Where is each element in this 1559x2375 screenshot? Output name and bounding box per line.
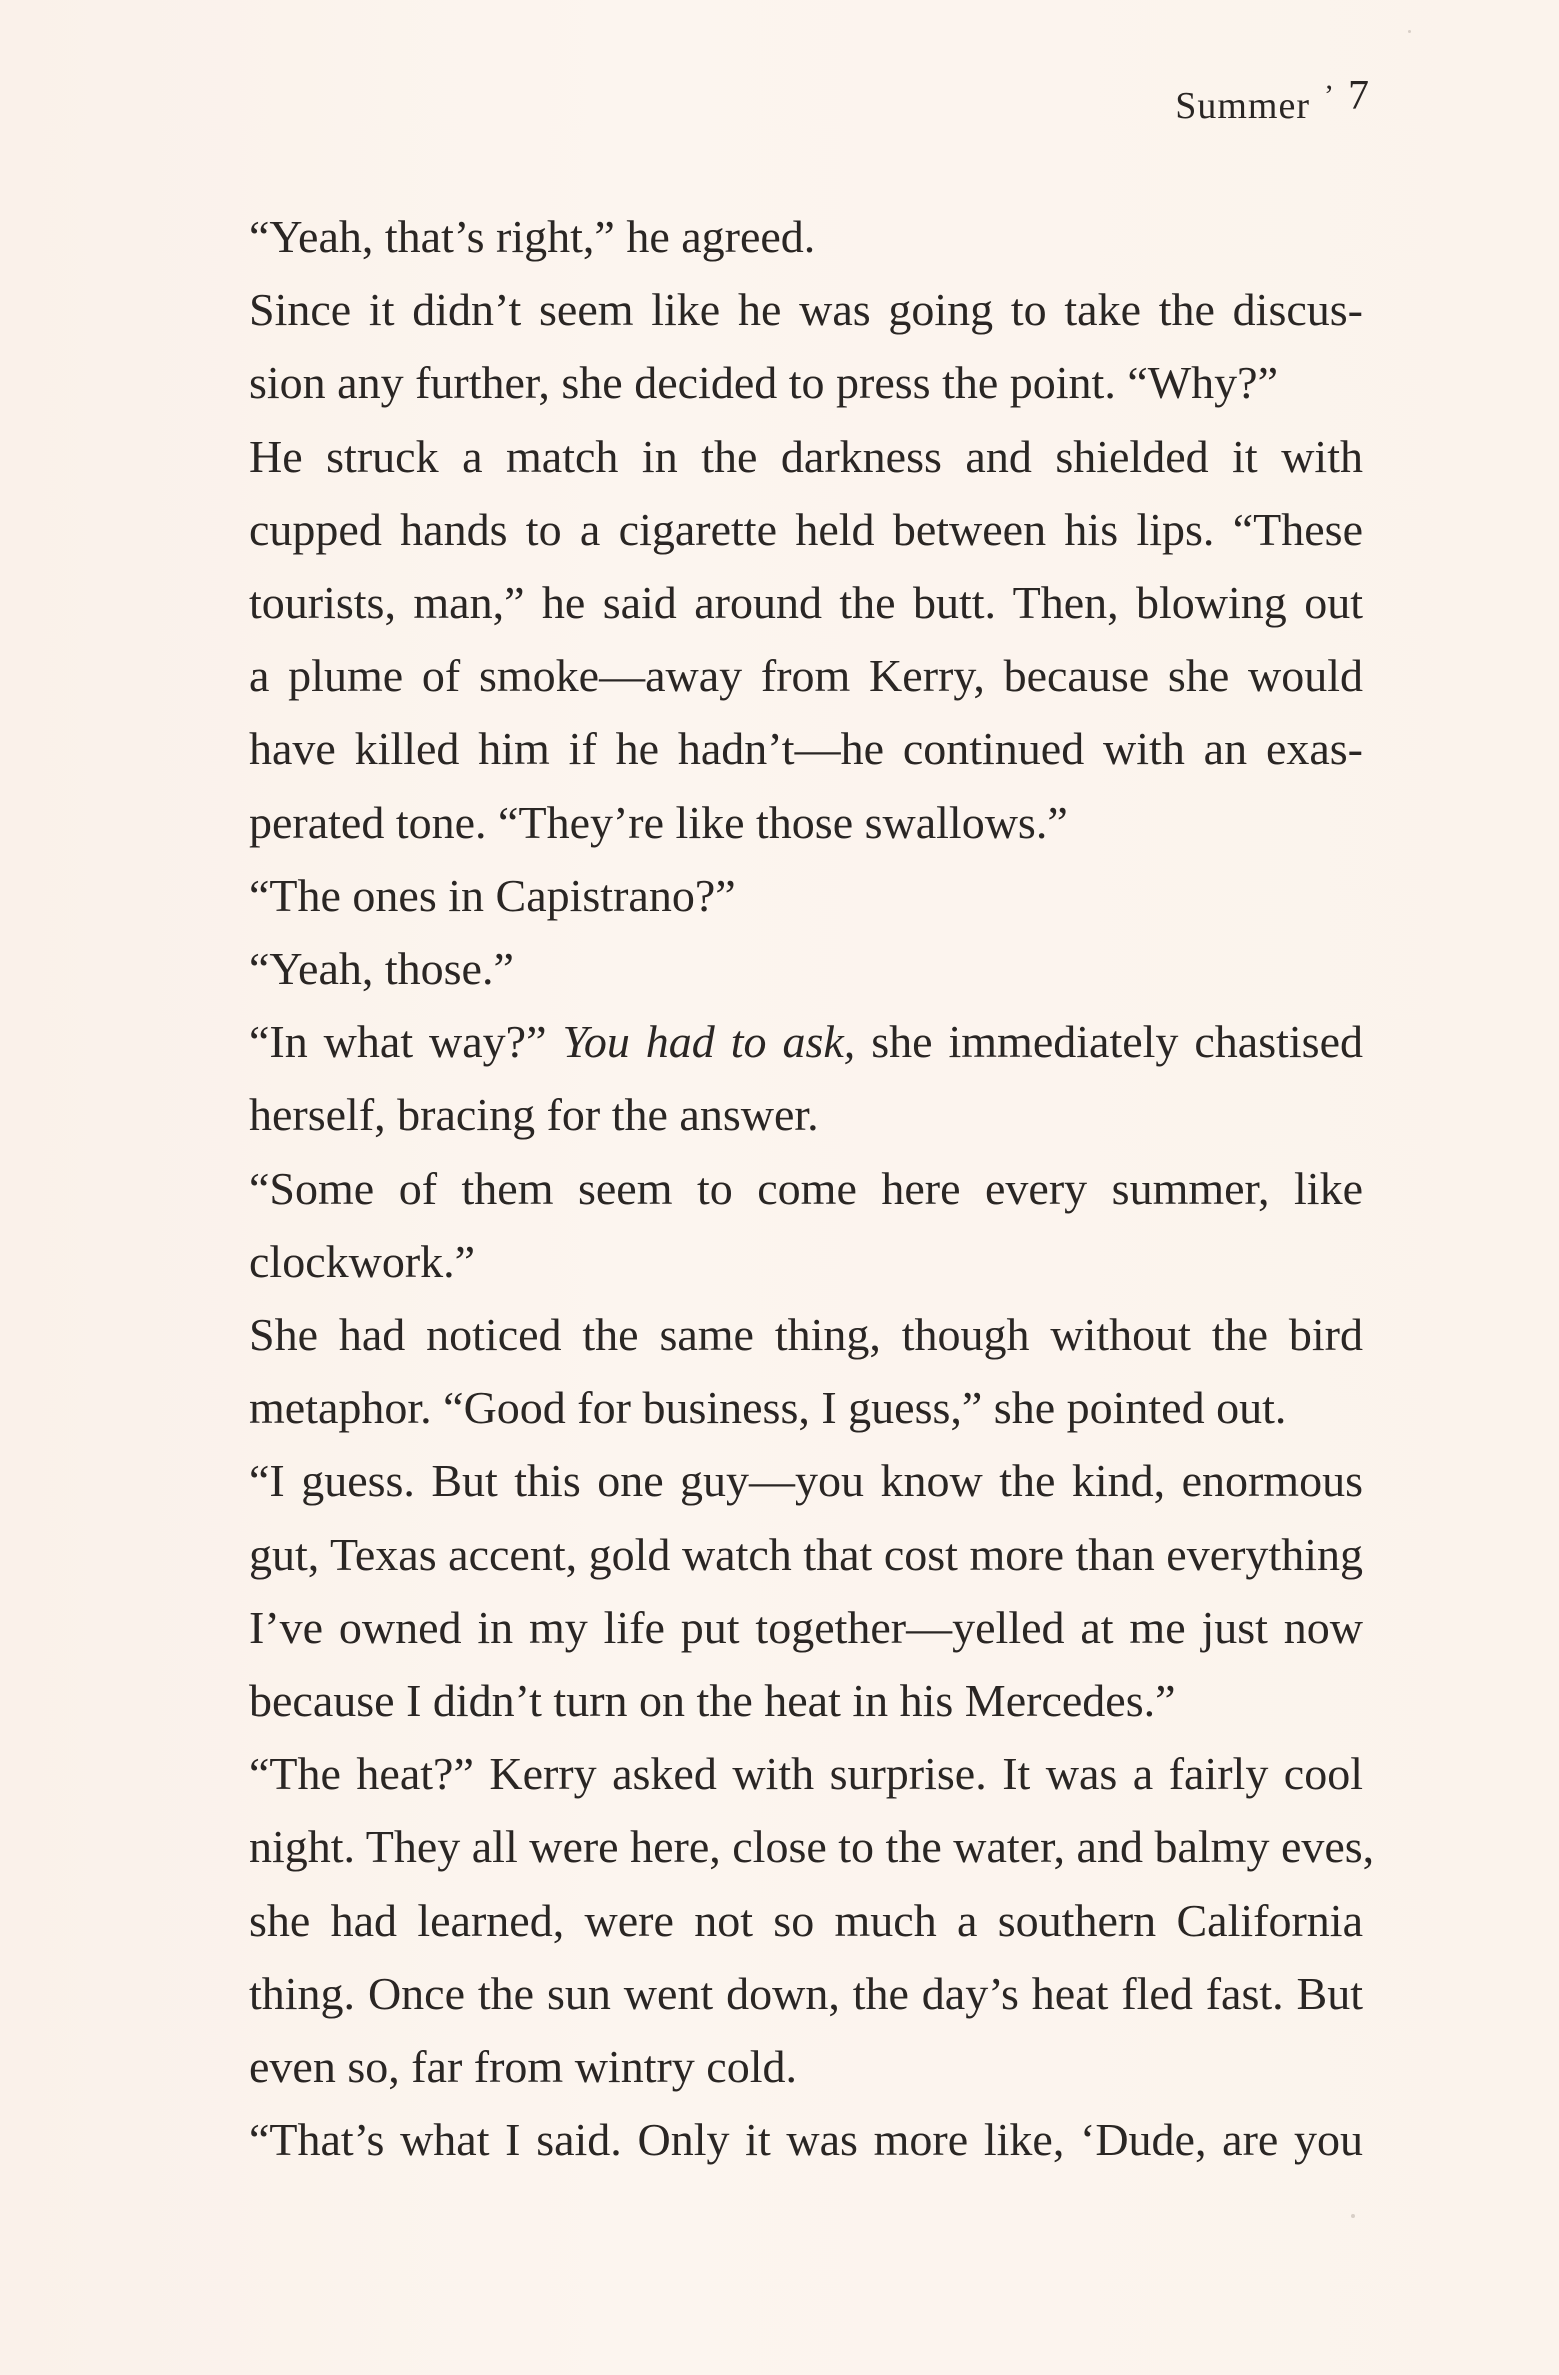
paragraph (175, 932, 1363, 1005)
paragraph (175, 200, 1363, 273)
text-line: sion any further, she decided to press the point. “Why?” (249, 357, 1279, 409)
text-line: “That’s what I said. Only it was more like, ‘Dude, are you (249, 2114, 1363, 2166)
text-line: “I guess. But this one guy—you know the kind, enormous (249, 1455, 1363, 1507)
paragraph (175, 1444, 1363, 1737)
text-line: Since it didn’t seem like he was going to take the discus- (249, 284, 1363, 336)
paragraph (175, 1298, 1363, 1444)
text-line: a plume of smoke—away from Kerry, because she would (249, 650, 1363, 702)
paper-speck (1351, 2214, 1355, 2218)
text-line: “Some of them seem to come here every summer, like (249, 1162, 1363, 1214)
text-line: thing. Once the sun went down, the day’s heat fled fast. But (249, 1967, 1363, 2019)
text-line: He struck a match in the darkness and shielded it with (249, 430, 1363, 482)
text-line: tourists, man,” he said around the butt. Then, blowing out (249, 577, 1363, 629)
text-line (175, 1005, 1363, 1078)
text-line: have killed him if he hadn’t—he continued with an exas- (249, 723, 1363, 775)
italic-text-run: You had to ask, (562, 1016, 856, 1068)
text-line: she had learned, were not so much a southern California (249, 1894, 1363, 1946)
text-line: perated tone. “They’re like those swallows.” (249, 796, 1068, 848)
text-line: clockwork.” (249, 1235, 476, 1287)
text-line: because I didn’t turn on the heat in his Mercedes.” (249, 1675, 1176, 1727)
paragraph (175, 1152, 1363, 1298)
paragraph (175, 1005, 1363, 1151)
text-line: gut, Texas accent, gold watch that cost more than everything (249, 1528, 1363, 1580)
paper-speck (1408, 30, 1411, 33)
paragraph (175, 1737, 1375, 2103)
text-line: even so, far from wintry cold. (249, 2041, 798, 2093)
page-number: 7 (1348, 73, 1369, 119)
text-line: herself, bracing for the answer. (249, 1089, 819, 1141)
text-run: “In what way?” (249, 1016, 563, 1068)
paragraph (175, 420, 1363, 859)
running-head-separator: ’ (1324, 79, 1334, 112)
text-line: cupped hands to a cigarette held between his lips. “These (249, 503, 1363, 555)
text-line: She had noticed the same thing, though without the bird (249, 1309, 1363, 1361)
text-line: “Yeah, those.” (249, 943, 514, 995)
text-line: “Yeah, that’s right,” he agreed. (249, 211, 816, 262)
text-line: I’ve owned in my life put together—yelled at me just now (249, 1601, 1363, 1653)
text-line: “The heat?” Kerry asked with surprise. It was a fairly cool (249, 1748, 1363, 1800)
paragraph (175, 859, 1363, 932)
paragraph (175, 273, 1363, 419)
paragraph (175, 2103, 1363, 2176)
text-line: night. They all were here, close to the water, and balmy eves, (249, 1821, 1375, 1873)
text-line: metaphor. “Good for business, I guess,” she pointed out. (249, 1382, 1287, 1434)
running-head (1175, 66, 1369, 146)
text-line: “The ones in Capistrano?” (249, 869, 736, 921)
body-text (175, 200, 1375, 2176)
text-run: she immediately chastised (855, 1016, 1363, 1068)
running-title: Summer (1175, 85, 1310, 127)
